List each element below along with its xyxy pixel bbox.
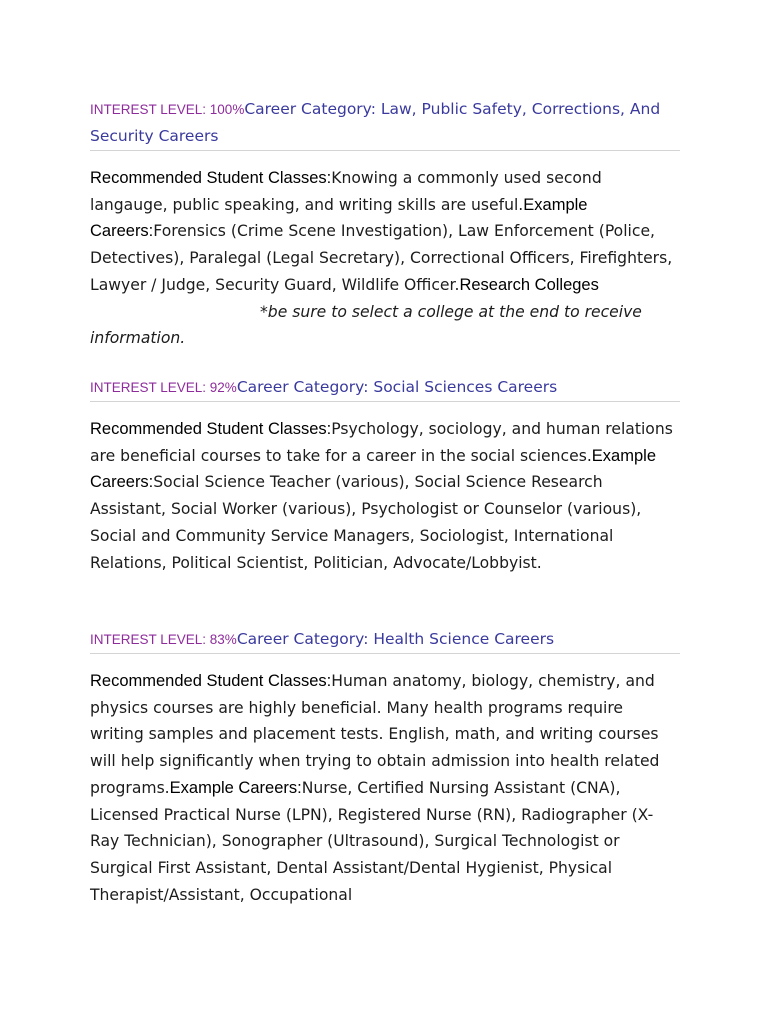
career-section-health-science <box>90 626 682 908</box>
section-heading <box>90 374 680 402</box>
career-section-social-sciences <box>90 374 682 576</box>
classes-label: Recommended Student Classes: <box>90 169 332 187</box>
careers-text: Forensics (Crime Scene Investigation), Law Enforcement (Police, Detectives), Paralegal (Legal Secretary), Correctional Officers, Firefighters, Lawyer / Judge, Security Guard, Wildlife Officer. <box>90 222 673 294</box>
career-section-law <box>90 96 682 352</box>
careers-label: Example Careers: <box>90 195 588 241</box>
research-colleges-label: Research Colleges <box>459 275 599 294</box>
section-body <box>90 165 680 352</box>
classes-text: Knowing a commonly used second langauge, public speaking, and writing skills are useful. <box>90 169 602 214</box>
section-heading <box>90 626 680 654</box>
careers-text: Social Science Teacher (various), Social Science Research Assistant, Social Worker (various), Psychologist or Counselor (various), Social and Community Service Managers, Sociologist, International Relations, Political Scientist, Politician, Advocate/Lobbyist. <box>90 473 642 572</box>
career-category: Career Category: Law, Public Safety, Corrections, And Security Careers <box>90 100 661 145</box>
careers-label: Example Careers: <box>90 446 656 492</box>
interest-level: INTEREST LEVEL: 83% <box>90 632 237 647</box>
career-category: Career Category: Social Sciences Careers <box>236 378 558 396</box>
section-body <box>90 416 680 576</box>
classes-label: Recommended Student Classes: <box>90 672 332 690</box>
career-category: Career Category: Health Science Careers <box>236 630 555 648</box>
college-note: *be sure to select a college at the end to receive information. <box>90 302 642 348</box>
interest-level: INTEREST LEVEL: 92% <box>90 380 237 395</box>
interest-level: INTEREST LEVEL: 100% <box>90 102 245 117</box>
careers-text: Nurse, Certified Nursing Assistant (CNA), Licensed Practical Nurse (LPN), Registered Nurse (RN), Radiographer (X-Ray Technician), Sonographer (Ultrasound), Surgical Technologist or Surgical First Assistant, Dental Assistant/Dental Hygienist, Physical Therapist/Assistant, Occupational <box>90 778 654 904</box>
section-heading <box>90 96 680 151</box>
classes-label: Recommended Student Classes: <box>90 420 332 438</box>
careers-label: Example Careers: <box>169 778 302 797</box>
classes-text: Psychology, sociology, and human relations are beneficial courses to take for a career in the social sciences. <box>90 420 673 465</box>
section-body <box>90 668 680 908</box>
classes-text: Human anatomy, biology, chemistry, and physics courses are highly beneficial. Many health programs require writing samples and placement tests. English, math, and writing courses will help significantly when trying to obtain admission into health related programs. <box>90 672 660 797</box>
